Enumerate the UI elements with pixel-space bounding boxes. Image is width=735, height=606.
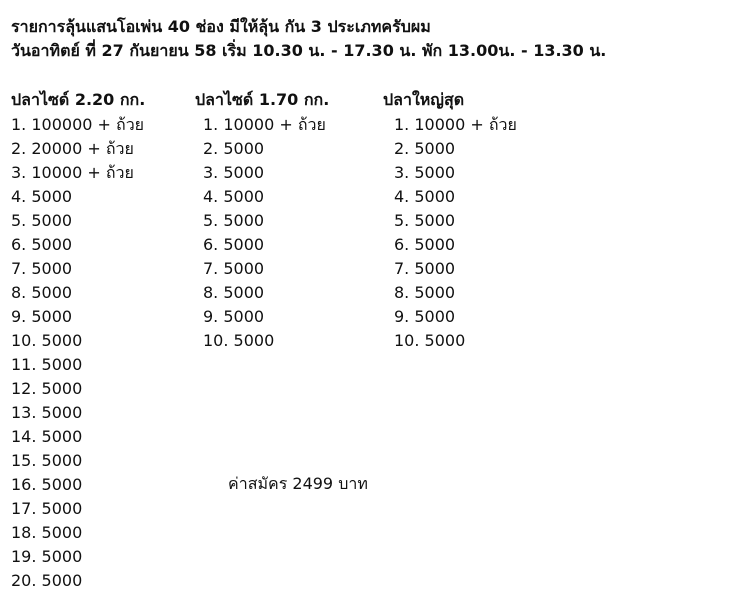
prize-item: 2. 20000 + ถ้วย (11, 139, 134, 158)
prize-item: 8. 5000 (394, 283, 456, 302)
prize-item: 10. 5000 (203, 331, 275, 350)
prize-item: 10. 5000 (394, 331, 466, 350)
prize-item: 16. 5000 (11, 475, 83, 494)
prize-item: 2. 5000 (203, 139, 265, 158)
prize-item: 3. 5000 (394, 163, 456, 182)
prize-item: 15. 5000 (11, 451, 83, 470)
prize-list-size-170 (203, 113, 326, 353)
prize-item: 5. 5000 (394, 211, 456, 230)
event-title: รายการลุ้นแสนโอเพ่น 40 ช่อง มีให้ลุ้น กัน 3 ประเภทครับผม (11, 17, 431, 36)
prize-item: 7. 5000 (394, 259, 456, 278)
prize-item: 17. 5000 (11, 499, 83, 518)
prize-item: 7. 5000 (203, 259, 265, 278)
prize-item: 3. 5000 (203, 163, 265, 182)
prize-item: 7. 5000 (11, 259, 73, 278)
prize-item: 1. 10000 + ถ้วย (203, 115, 326, 134)
prize-item: 5. 5000 (11, 211, 73, 230)
prize-item: 6. 5000 (394, 235, 456, 254)
prize-item: 6. 5000 (203, 235, 265, 254)
prize-item: 19. 5000 (11, 547, 83, 566)
column-heading-size-170: ปลาไซด์ 1.70 กก. (195, 90, 330, 109)
prize-item: 8. 5000 (11, 283, 73, 302)
column-heading-biggest: ปลาใหญ่สุด (383, 90, 465, 109)
prize-item: 8. 5000 (203, 283, 265, 302)
prize-item: 9. 5000 (394, 307, 456, 326)
prize-item: 14. 5000 (11, 427, 83, 446)
prize-item: 4. 5000 (203, 187, 265, 206)
prize-item: 12. 5000 (11, 379, 83, 398)
prize-item: 2. 5000 (394, 139, 456, 158)
prize-item: 11. 5000 (11, 355, 83, 374)
prize-item: 10. 5000 (11, 331, 83, 350)
prize-item: 18. 5000 (11, 523, 83, 542)
prize-item: 20. 5000 (11, 571, 83, 590)
prize-list-size-220 (11, 113, 144, 593)
prize-item: 4. 5000 (11, 187, 73, 206)
prize-item: 3. 10000 + ถ้วย (11, 163, 134, 182)
prize-item: 9. 5000 (203, 307, 265, 326)
event-schedule: วันอาทิตย์ ที่ 27 กันยายน 58 เริ่ม 10.30 น. - 17.30 น. พัก 13.00น. - 13.30 น. (11, 41, 607, 60)
column-heading-size-220: ปลาไซด์ 2.20 กก. (11, 90, 146, 109)
prize-item: 9. 5000 (11, 307, 73, 326)
prize-item: 6. 5000 (11, 235, 73, 254)
registration-fee: ค่าสมัคร 2499 บาท (228, 474, 368, 493)
prize-item: 13. 5000 (11, 403, 83, 422)
prize-item: 1. 10000 + ถ้วย (394, 115, 517, 134)
prize-item: 1. 100000 + ถ้วย (11, 115, 145, 134)
prize-item: 4. 5000 (394, 187, 456, 206)
prize-list-biggest (394, 113, 517, 353)
prize-item: 5. 5000 (203, 211, 265, 230)
